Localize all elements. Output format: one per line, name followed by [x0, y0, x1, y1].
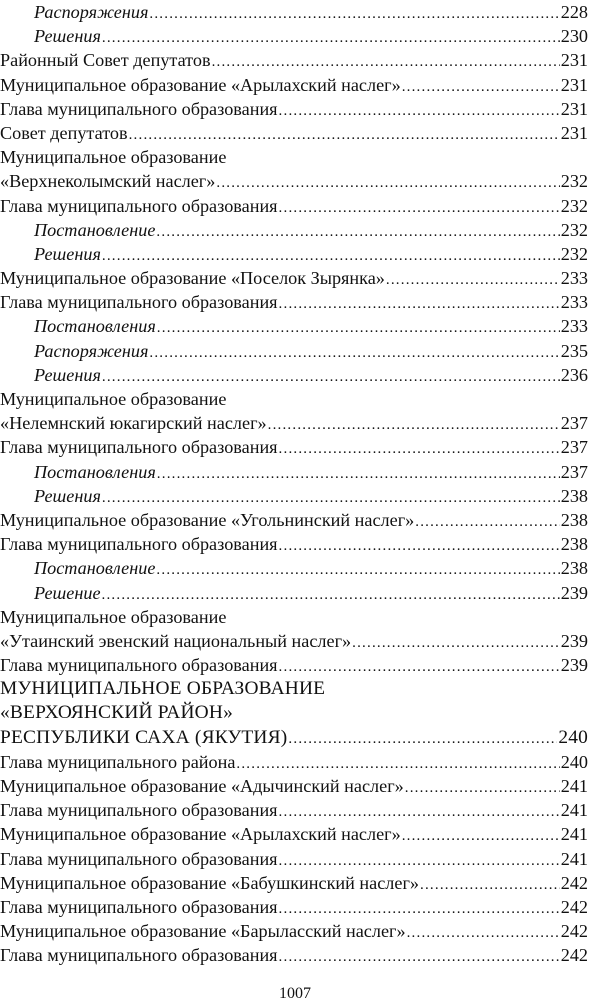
- toc-entry-page: 241: [560, 824, 588, 845]
- dot-leader: [288, 727, 557, 751]
- toc-entry: [0, 145, 588, 169]
- toc-entry-title: Постановление: [34, 219, 156, 240]
- toc-entry-page: 242: [560, 872, 588, 893]
- dot-leader: [415, 510, 559, 534]
- dot-leader: [407, 921, 560, 945]
- dot-leader: [156, 220, 559, 244]
- toc-entry: [0, 266, 588, 290]
- toc-entry-title: Глава муниципального образования: [0, 655, 278, 676]
- toc-entry-page: 239: [560, 582, 588, 603]
- toc-entry-page: 239: [560, 630, 588, 651]
- toc-entry-page: 232: [560, 219, 588, 240]
- toc-entry-title: РЕСПУБЛИКИ САХА (ЯКУТИЯ): [0, 726, 288, 748]
- toc-entry-title: Глава муниципального образования: [0, 292, 278, 313]
- toc-entry-title: Глава муниципального образования: [0, 195, 278, 216]
- dot-leader: [268, 413, 560, 437]
- toc-entry-title: «Утаинский эвенский национальный наслег»: [0, 630, 352, 651]
- toc-entry-title: Муниципальное образование: [0, 147, 227, 168]
- toc-entry-page: 230: [560, 26, 588, 47]
- toc-entry-page: 242: [560, 945, 588, 966]
- toc-entry-page: 240: [558, 726, 588, 748]
- toc-entry-title: Глава муниципального образования: [0, 437, 278, 458]
- toc-entry-page: 228: [560, 2, 588, 22]
- toc-entry-title: Муниципальное образование «Адычинский наслег»: [0, 776, 404, 796]
- toc-entry: [0, 726, 588, 750]
- dot-leader: [149, 341, 559, 365]
- toc-entry-page: 232: [560, 243, 588, 264]
- toc-entry: [0, 314, 588, 338]
- toc-entry-title: Муниципальное образование «Угольнинский наслег»: [0, 509, 415, 530]
- toc-entry-page: 231: [560, 50, 588, 71]
- toc-entry: [0, 895, 588, 919]
- toc-entry-page: 231: [560, 98, 588, 119]
- dot-leader: [102, 583, 560, 607]
- toc-entry-page: 238: [560, 534, 588, 555]
- toc-entry-page: 237: [560, 413, 588, 434]
- toc-entry-page: 232: [560, 171, 588, 192]
- dot-leader: [386, 268, 560, 292]
- toc-entry: [0, 750, 588, 774]
- toc-entry: [0, 435, 588, 459]
- toc-entry-title: Муниципальное образование «Барыласский наслег»: [0, 921, 406, 942]
- dot-leader: [279, 800, 560, 824]
- toc-entry: [0, 24, 588, 48]
- dot-leader: [279, 534, 560, 558]
- dot-leader: [279, 655, 560, 679]
- dot-leader: [102, 244, 560, 268]
- dot-leader: [212, 50, 560, 74]
- toc-entry-page: 233: [560, 292, 588, 313]
- toc-entry-title: Решение: [34, 582, 101, 603]
- toc-entry: [0, 508, 588, 532]
- dot-leader: [402, 75, 560, 99]
- toc-entry-title: МУНИЦИПАЛЬНОЕ ОБРАЗОВАНИЕ: [0, 678, 326, 700]
- toc-entry: [0, 363, 588, 387]
- toc-entry: [0, 97, 588, 121]
- toc-entry-page: 239: [560, 655, 588, 676]
- toc-entry: [0, 581, 588, 605]
- dot-leader: [102, 486, 560, 510]
- toc-entry-title: Глава муниципального образования: [0, 848, 278, 869]
- toc-entry-title: Муниципальное образование «Арылахский наслег»: [0, 74, 401, 95]
- toc-entry-title: Совет депутатов: [0, 122, 128, 143]
- toc-entry: [0, 847, 588, 871]
- toc-entry-title: Муниципальное образование: [0, 389, 227, 409]
- toc-entry: [0, 121, 588, 145]
- toc-entry-page: 241: [560, 776, 588, 796]
- toc-entry-title: Постановление: [34, 558, 156, 579]
- dot-leader: [279, 99, 560, 123]
- toc-entry-title: Муниципальное образование «Арылахский наслег»: [0, 824, 401, 845]
- dot-leader: [405, 776, 560, 800]
- toc-entry: [0, 0, 588, 24]
- toc-entry-title: «Верхнеколымский наслег»: [0, 171, 216, 192]
- toc-entry-title: Глава муниципального района: [0, 751, 236, 772]
- dot-leader: [216, 171, 559, 195]
- toc-entry-page: 241: [560, 848, 588, 869]
- toc-entry: [0, 629, 588, 653]
- dot-leader: [157, 316, 560, 340]
- toc-entry: [0, 943, 588, 967]
- toc-entry-page: 238: [560, 509, 588, 530]
- dot-leader: [102, 26, 560, 50]
- toc-entry-title: Постановления: [34, 461, 156, 482]
- toc-entry-page: 237: [560, 461, 588, 482]
- dot-leader: [236, 752, 559, 776]
- toc-entry: [0, 822, 588, 846]
- toc-entry-title: Глава муниципального образования: [0, 800, 278, 821]
- toc-entry-page: 231: [560, 122, 588, 143]
- toc-entry-title: Распоряжения: [34, 2, 149, 22]
- toc-entry-title: Глава муниципального образования: [0, 98, 278, 119]
- dot-leader: [102, 365, 560, 389]
- toc-entry: [0, 242, 588, 266]
- toc-entry: [0, 677, 588, 701]
- toc-entry-title: Районный Совет депутатов: [0, 50, 211, 71]
- dot-leader: [279, 897, 560, 921]
- toc-entry: [0, 48, 588, 72]
- page-number: 1007: [279, 985, 311, 1002]
- toc-entry-title: Муниципальное образование «Бабушкинский наслег»: [0, 872, 420, 893]
- dot-leader: [279, 945, 560, 969]
- dot-leader: [402, 824, 560, 848]
- toc-entry-title: Постановления: [34, 316, 156, 337]
- toc-entry-title: Глава муниципального образования: [0, 896, 278, 917]
- toc-entry: [0, 532, 588, 556]
- toc-entry-page: 237: [560, 437, 588, 458]
- toc-entry: [0, 339, 588, 363]
- toc-entry-page: 236: [560, 364, 588, 385]
- toc-entry: [0, 290, 588, 314]
- toc-entry: [0, 556, 588, 580]
- toc-entry: [0, 919, 588, 943]
- toc-entry-page: 240: [560, 751, 588, 772]
- toc-entry-page: 232: [560, 195, 588, 216]
- toc-entry: [0, 194, 588, 218]
- dot-leader: [279, 437, 560, 461]
- toc-entry-title: Глава муниципального образования: [0, 534, 278, 555]
- toc-entry-title: Муниципальное образование «Поселок Зырянка»: [0, 268, 385, 289]
- toc-entry-page: 233: [560, 316, 588, 337]
- toc-entry: [0, 460, 588, 484]
- toc-entry: [0, 73, 588, 97]
- dot-leader: [129, 123, 560, 147]
- toc-entry: [0, 798, 588, 822]
- toc-entry: [0, 605, 588, 629]
- dot-leader: [279, 292, 560, 316]
- dot-leader: [352, 631, 560, 655]
- toc-entry-page: 241: [560, 800, 588, 821]
- toc-entry-title: Глава муниципального образования: [0, 945, 278, 966]
- toc-entry-title: Решения: [34, 243, 101, 264]
- toc-entry-title: Муниципальное образование: [0, 606, 227, 627]
- toc-entry: [0, 169, 588, 193]
- toc-entry-page: 235: [560, 340, 588, 361]
- toc-entry: [0, 774, 588, 798]
- toc-entry-page: 238: [560, 485, 588, 506]
- toc-entry: [0, 653, 588, 677]
- toc-entry-title: «Нелемнский юкагирский наслег»: [0, 413, 267, 434]
- toc-entry-title: Распоряжения: [34, 340, 149, 361]
- toc-entry-title: «ВЕРХОЯНСКИЙ РАЙОН»: [0, 702, 233, 724]
- toc-entry-page: 231: [560, 74, 588, 95]
- toc-entry-title: Решения: [34, 485, 101, 506]
- toc-entry-page: 238: [560, 558, 588, 579]
- toc-entry-page: 233: [560, 268, 588, 289]
- dot-leader: [420, 873, 560, 897]
- dot-leader: [279, 849, 560, 873]
- toc-entry-page: 242: [560, 896, 588, 917]
- toc-entry-title: Решения: [34, 364, 101, 385]
- toc-entry: [0, 871, 588, 895]
- toc-entry-title: Решения: [34, 26, 101, 47]
- toc-entry-page: 242: [560, 921, 588, 942]
- dot-leader: [279, 196, 560, 220]
- toc-entry: [0, 218, 588, 242]
- dot-leader: [157, 462, 560, 486]
- toc-entry: [0, 484, 588, 508]
- toc-entry: [0, 701, 588, 725]
- toc-entry: [0, 411, 588, 435]
- dot-leader: [156, 558, 559, 582]
- toc-entry: [0, 387, 588, 411]
- dot-leader: [149, 2, 559, 26]
